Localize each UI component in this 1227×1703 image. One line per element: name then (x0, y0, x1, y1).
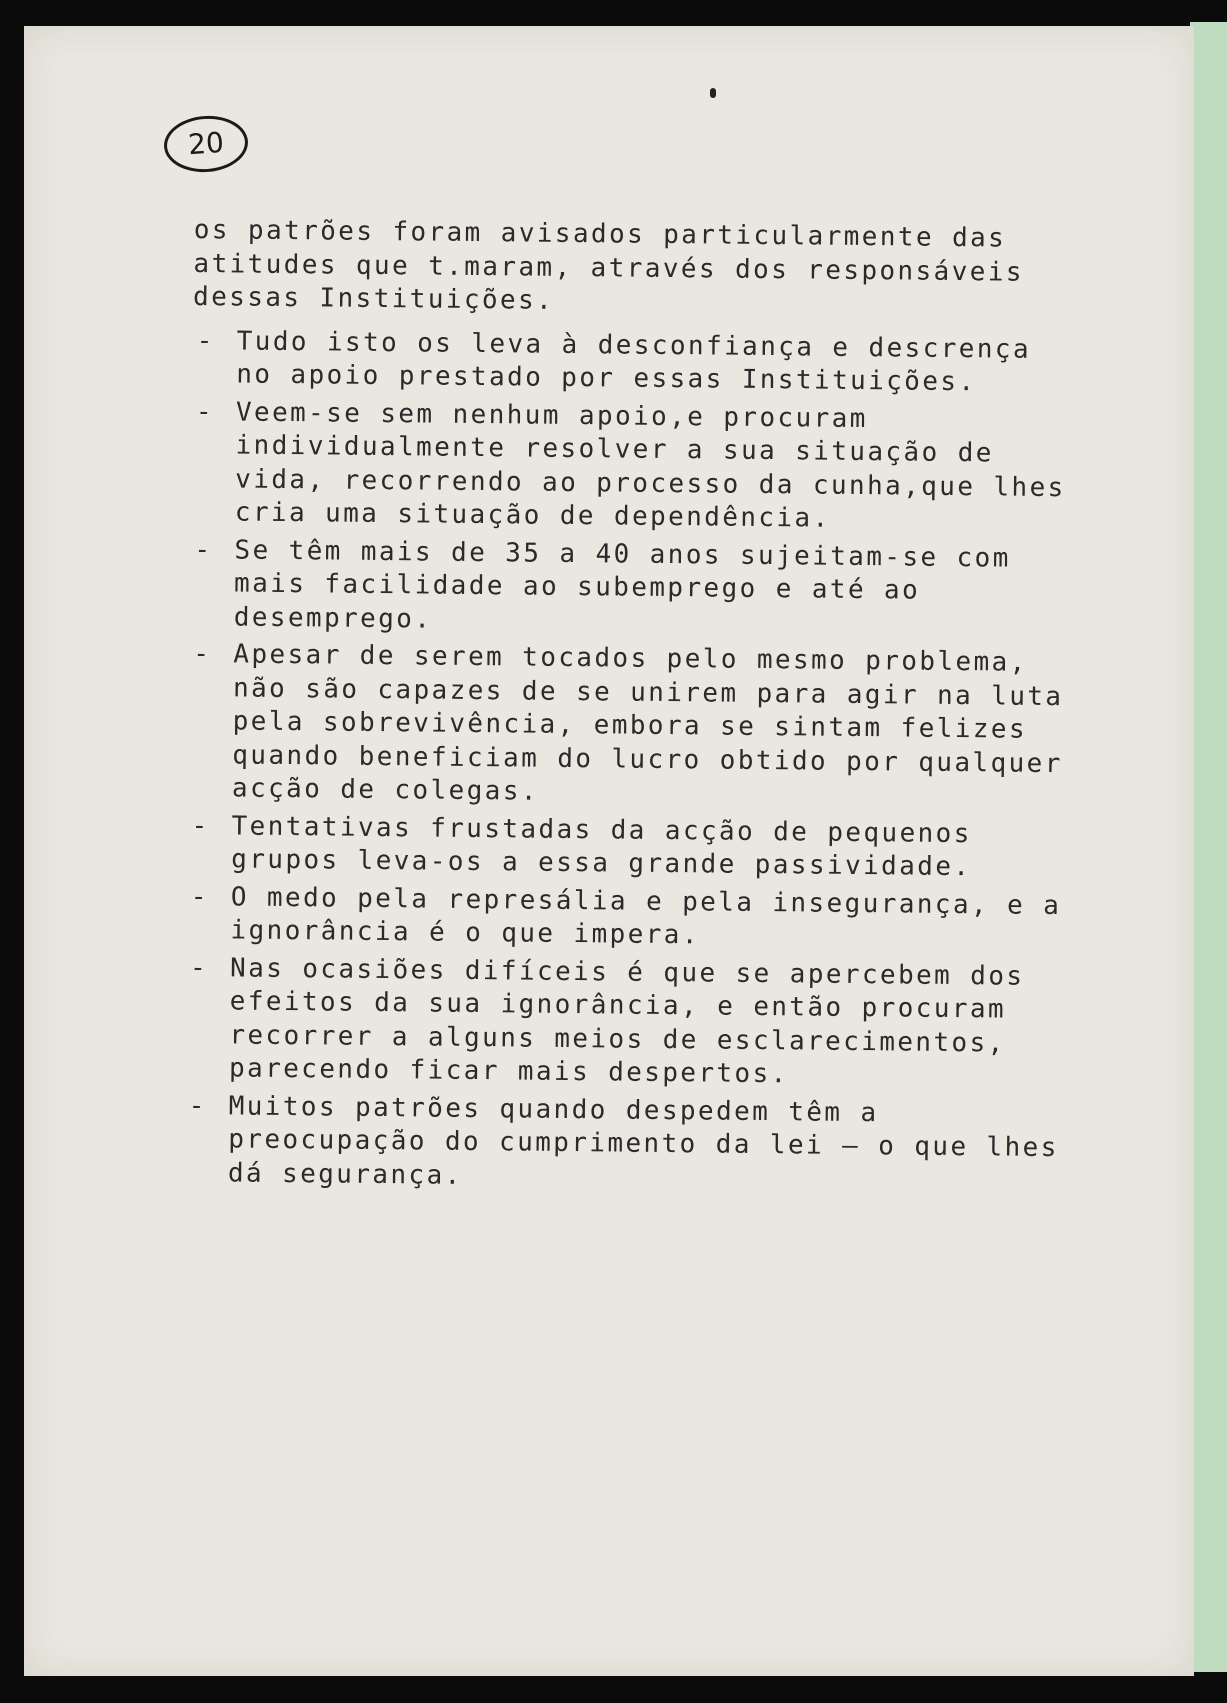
list-item-text: Tudo isto os leva à desconfiança e descrença no apoio prestado por essas Instituições. (236, 325, 1032, 398)
intro-paragraph: os patrões foram avisados particularmente das atitudes que t.maram, através dos responsáveis dessas Instituições. (192, 214, 1025, 316)
list-item-text: Nas ocasiões difíceis é que se apercebem dos efeitos da sua ignorância, e então procuram recorrer a alguns meios de esclarecimentos, parecendo ficar mais despertos. (228, 952, 1025, 1090)
list-item (190, 533, 1071, 643)
document-page (24, 26, 1194, 1676)
dash-bullet: - (188, 1090, 207, 1121)
list-item-text: Tentativas frustadas da acção de pequenos grupos leva-os a essa grande passividade. (231, 810, 972, 883)
dash-bullet: - (191, 810, 210, 841)
list-item (184, 1089, 1065, 1199)
body-text (184, 214, 1074, 1203)
list-item-text: Se têm mais de 35 a 40 anos sujeitam-se com mais facilidade ao subemprego e até ao desemprego. (233, 534, 1011, 635)
list-item (186, 880, 1067, 956)
green-page-edge (1190, 22, 1227, 1672)
list-item-text: Veem-se sem nenhum apoio,e procuram individualmente resolver a sua situação de vida, recorrendo ao processo da cunha,que lhes cria uma situação de dependência. (234, 396, 1066, 534)
dash-bullet: - (194, 534, 213, 565)
list-item-text: Muitos patrões quando despedem têm a preocupação do cumprimento da lei — o que lhes dá segurança. (227, 1090, 1059, 1191)
list-item-text: O medo pela represália e pela insegurança, e a ignorância é o que impera. (230, 881, 1062, 951)
list-item (187, 809, 1068, 885)
ink-dot (710, 88, 716, 98)
dash-bullet: - (193, 639, 212, 670)
dash-bullet: - (196, 325, 215, 356)
list-item (191, 395, 1072, 538)
list-item (185, 951, 1066, 1094)
list-item (192, 324, 1073, 400)
list-item-text: Apesar de serem tocados pelo mesmo problema, não são capazes de se unirem para agir na luta pela sobrevivência, embora se sintam felizes quando beneficiam do lucro obtido por qualquer acção de colegas. (231, 639, 1064, 807)
dash-bullet: - (195, 396, 215, 427)
page-number: 20 (162, 113, 250, 175)
dash-bullet: - (189, 952, 209, 983)
list-item (188, 638, 1070, 815)
dash-bullet: - (190, 881, 210, 912)
